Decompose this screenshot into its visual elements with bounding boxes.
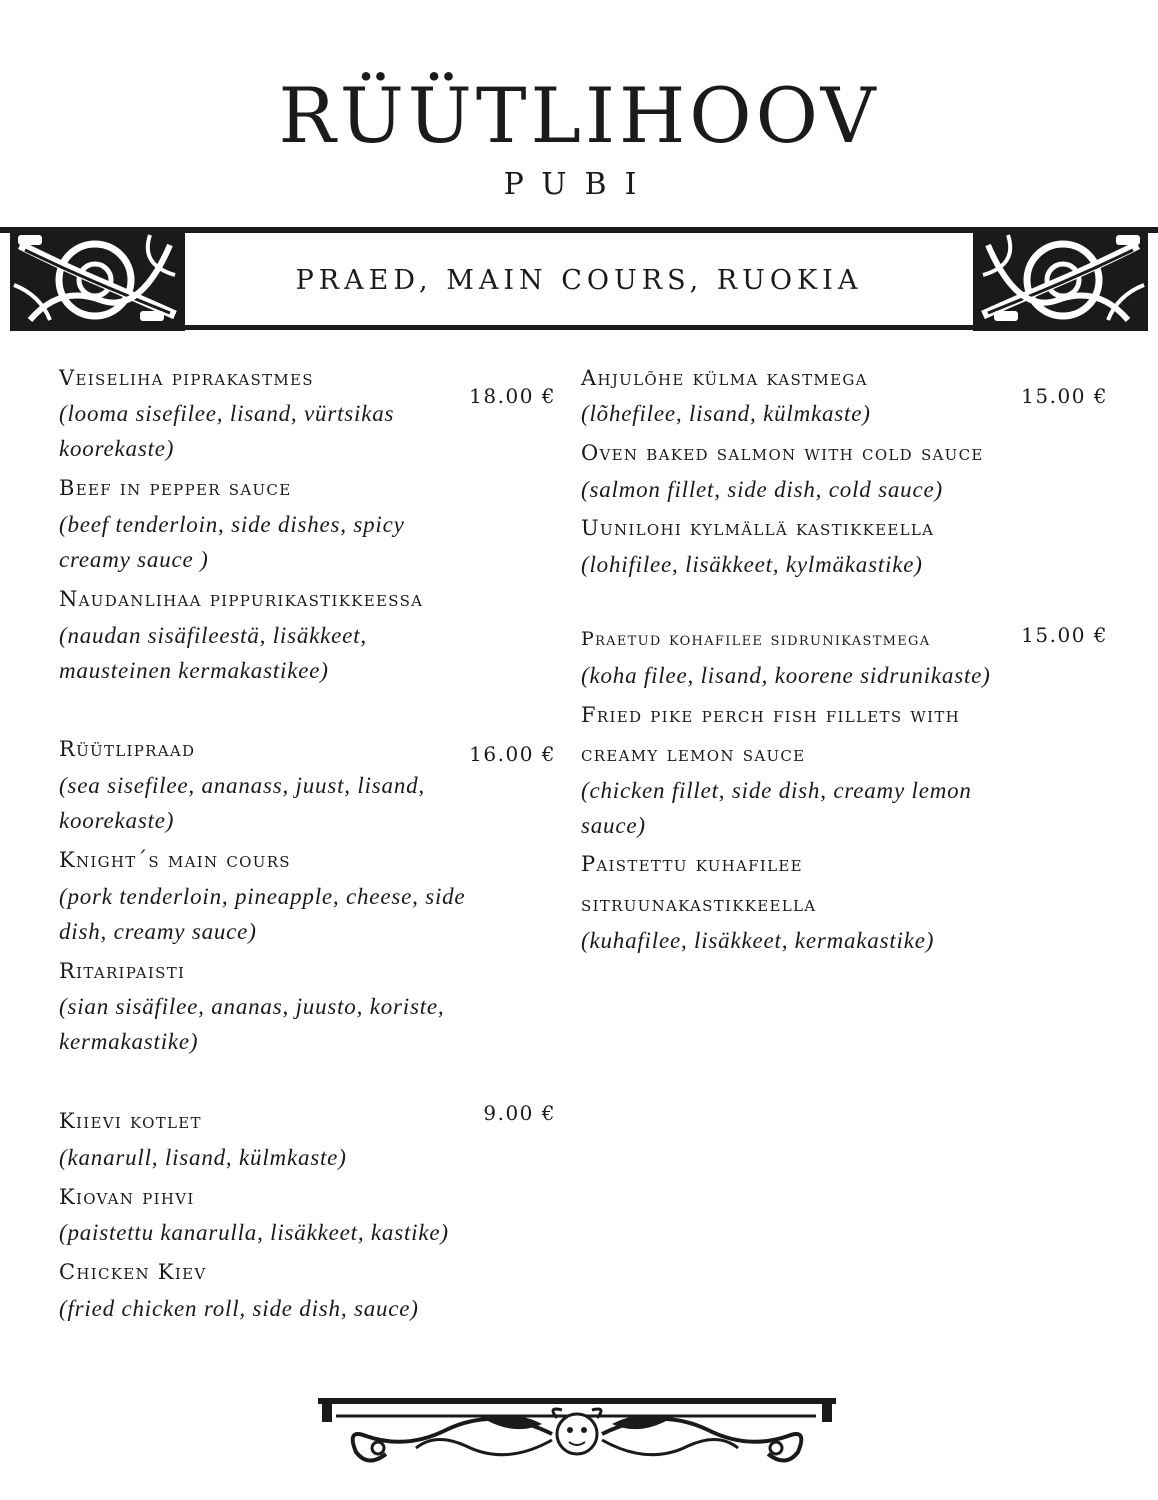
dish-desc-et: (sea sisefilee, ananass, juust, lisand, koorekaste) bbox=[59, 773, 425, 833]
price-salmon: 15.00 € bbox=[1021, 384, 1108, 408]
dish-desc-fi: (sian sisäfilee, ananas, juusto, koriste, kermakastike) bbox=[59, 994, 445, 1054]
dish-name-et: Rüütlipraad bbox=[59, 737, 196, 761]
dish-desc-et: (looma sisefilee, lisand, vürtsikas koorekaste) bbox=[59, 401, 395, 461]
dish-desc-en: (chicken fillet, side dish, creamy lemon sauce) bbox=[581, 778, 972, 838]
price-knight: 16.00 € bbox=[469, 742, 556, 766]
dish-name-en: Beef in pepper sauce bbox=[59, 476, 292, 500]
footer-ornament-icon bbox=[316, 1396, 838, 1474]
dish-desc-fi: (lohifilee, lisäkkeet, kylmäkastike) bbox=[581, 552, 923, 577]
dish-name-en: Chicken Kiev bbox=[59, 1260, 207, 1284]
dish-name-fi: Ritaripaisti bbox=[59, 959, 186, 983]
dish-name-fi: Uunilohi kylmällä kastikkeella bbox=[581, 516, 935, 540]
dish-desc-en: (fried chicken roll, side dish, sauce) bbox=[59, 1296, 419, 1321]
dish-name-et: Veiseliha piprakastmes bbox=[59, 366, 314, 390]
section-heading: PRAED, MAIN COURS, RUOKIA bbox=[295, 265, 863, 296]
dish-desc-en: (salmon fillet, side dish, cold sauce) bbox=[581, 477, 943, 502]
dish-name-et: Ahjulõhe külma kastmega bbox=[581, 366, 868, 390]
dish-name-en: creamy lemon sauce bbox=[581, 742, 806, 766]
dish-name-fi: Kiovan pihvi bbox=[59, 1185, 195, 1209]
dish-name-et: Kiievi kotlet bbox=[59, 1109, 202, 1133]
dish-desc-et: (koha filee, lisand, koorene sidrunikaste) bbox=[581, 663, 991, 688]
dish-desc-fi: (kuhafilee, lisäkkeet, kermakastike) bbox=[581, 928, 935, 953]
price-kiev: 9.00 € bbox=[483, 1101, 556, 1125]
price-pike-perch: 15.00 € bbox=[1021, 623, 1108, 647]
dish-name-et: Praetud kohafilee sidrunikastmega bbox=[581, 628, 931, 650]
dish-desc-et: (lõhefilee, lisand, külmkaste) bbox=[581, 401, 871, 426]
dish-name-en: Fried pike perch fish fillets with bbox=[581, 703, 961, 727]
dish-desc-fi: (paistettu kanarulla, lisäkkeet, kastike) bbox=[59, 1220, 449, 1245]
dish-name-fi: sitruunakastikkeella bbox=[581, 892, 817, 916]
restaurant-subtitle: PUBI bbox=[503, 167, 655, 202]
price-beef: 18.00 € bbox=[469, 384, 556, 408]
dish-desc-en: (pork tenderloin, pineapple, cheese, side dish, creamy sauce) bbox=[59, 884, 466, 944]
restaurant-title: RÜÜTLIHOOV bbox=[278, 71, 880, 160]
dish-desc-fi: (naudan sisäfileestä, lisäkkeet, mausteinen kermakastikee) bbox=[59, 623, 367, 683]
dish-name-en: Oven baked salmon with cold sauce bbox=[581, 441, 984, 465]
dish-desc-en: (beef tenderloin, side dishes, spicy creamy sauce ) bbox=[59, 512, 405, 572]
dish-name-fi: Paistettu kuhafilee bbox=[581, 852, 803, 876]
dish-name-fi: Naudanlihaa pippurikastikkeessa bbox=[59, 587, 424, 611]
dish-desc-et: (kanarull, lisand, külmkaste) bbox=[59, 1145, 347, 1170]
dish-name-en: Knight´s main cours bbox=[59, 848, 291, 872]
